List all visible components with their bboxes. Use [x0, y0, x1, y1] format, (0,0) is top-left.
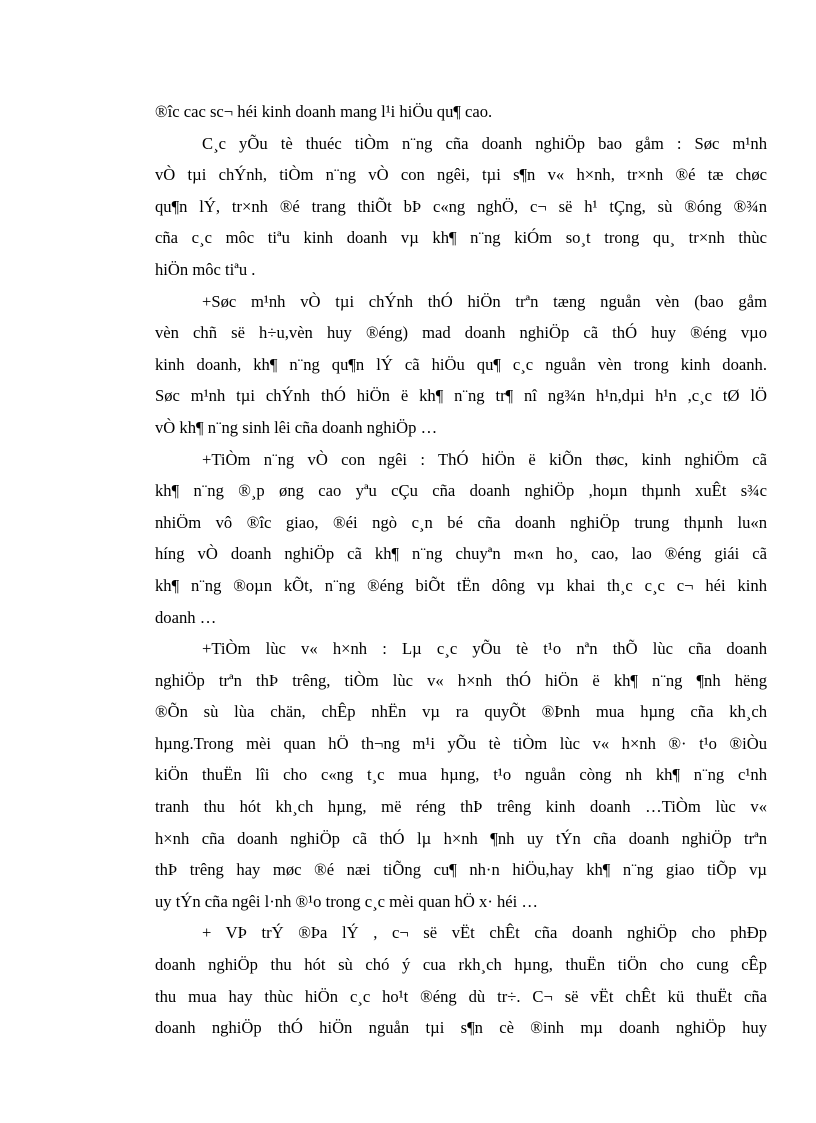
paragraph-line: hiÖn môc tiªu .	[155, 259, 256, 279]
paragraph-line: thu mua hay thùc hiÖn c¸c ho¹t ®éng dù tr÷. C¬ së vËt chÊt kü thuËt cña	[155, 986, 767, 1006]
paragraph-line: qu¶n lÝ, tr×nh ®é trang thiÕt bÞ c«ng nghÖ, c¬ së h¹ tÇng, sù ®óng ®¾n	[155, 196, 767, 216]
paragraph-line: doanh nghiÖp thÓ hiÖn nguån tµi s¶n cè ®inh mµ doanh nghiÖp huy	[155, 1018, 767, 1038]
paragraph-line: ®Õn sù lùa chän, chÊp nhËn vµ ra quyÕt ®Þnh mua hµng cña kh¸ch	[155, 702, 767, 722]
paragraph-line: kiÖn thuËn lîi cho c«ng t¸c mua hµng, t¹o nguån còng nh kh¶ n¨ng c¹nh	[155, 765, 767, 785]
paragraph-line: uy tÝn cña ngêi l·nh ®¹o trong c¸c mèi quan hÖ x· héi …	[155, 891, 539, 911]
paragraph-line: +TiÒm lùc v« h×nh : Lµ c¸c yÕu tè t¹o nªn thÕ lùc cña doanh	[202, 639, 767, 659]
paragraph-line: híng vÒ doanh nghiÖp cã kh¶ n¨ng chuyªn m«n ho¸ cao, lao ®éng giái cã	[155, 544, 767, 564]
paragraph-line: nhiÖm vô ®îc giao, ®éi ngò c¸n bé cña doanh nghiÖp trung thµnh lu«n	[155, 512, 767, 532]
document-body	[155, 96, 767, 1044]
paragraph-line: ®îc cac sc¬ héi kinh doanh mang l¹i hiÖu qu¶ cao.	[155, 102, 493, 121]
paragraph-line: h×nh cña doanh nghiÖp cã thÓ lµ h×nh ¶nh uy tÝn cña doanh nghiÖp trªn	[155, 828, 767, 848]
paragraph-line: Søc m¹nh tµi chÝnh thÓ hiÖn ë kh¶ n¨ng tr¶ nî ng¾n h¹n,dµi h¹n ,c¸c tØ lÖ	[155, 386, 767, 406]
paragraph-line: +TiÒm n¨ng vÒ con ngêi : ThÓ hiÖn ë kiÕn thøc, kinh nghiÖm cã	[202, 449, 767, 469]
paragraph-line: +Søc m¹nh vÒ tµi chÝnh thÓ hiÖn trªn tæng nguån vèn (bao gåm	[202, 291, 767, 311]
paragraph-line: C¸c yÕu tè thuéc tiÒm n¨ng cña doanh nghiÖp bao gåm : Søc m¹nh	[202, 133, 767, 153]
paragraph-line: kinh doanh, kh¶ n¨ng qu¶n lÝ cã hiÖu qu¶ c¸c nguån vèn trong kinh doanh.	[155, 354, 767, 374]
paragraph-line: tranh thu hót kh¸ch hµng, më réng thÞ trêng kinh doanh …TiÒm lùc v«	[155, 797, 767, 817]
paragraph-line: hµng.Trong mèi quan hÖ th¬ng m¹i yÕu tè tiÒm lùc v« h×nh ®· t¹o ®iÒu	[155, 733, 767, 753]
paragraph-line: doanh nghiÖp thu hót sù chó ý cua rkh¸ch hµng, thuËn tiÖn cho cung cÊp	[155, 955, 767, 975]
paragraph-line: kh¶ n¨ng ®oµn kÕt, n¨ng ®éng biÕt tËn dông vµ khai th¸c c¸c c¬ héi kinh	[155, 575, 767, 595]
paragraph-line: vÒ tµi chÝnh, tiÒm n¨ng vÒ con ngêi, tµi s¶n v« h×nh, tr×nh ®é tæ chøc	[155, 165, 767, 185]
paragraph-line: thÞ trêng hay møc ®é næi tiÕng cu¶ nh·n hiÖu,hay kh¶ n¨ng giao tiÕp vµ	[155, 860, 767, 880]
paragraph-line: kh¶ n¨ng ®¸p øng cao yªu cÇu cña doanh nghiÖp ,hoµn thµnh xuÊt s¾c	[155, 481, 767, 501]
paragraph-line: + VÞ trÝ ®Þa lÝ , c¬ së vËt chÊt cña doanh nghiÖp cho phÐp	[202, 923, 767, 943]
paragraph-line: vèn chñ së h÷u,vèn huy ®éng) mad doanh nghiÖp cã thÓ huy ®éng vµo	[155, 323, 767, 343]
paragraph-line: cña c¸c môc tiªu kinh doanh vµ kh¶ n¨ng kiÓm so¸t trong qu¸ tr×nh thùc	[155, 228, 767, 248]
paragraph-line: nghiÖp trªn thÞ trêng, tiÒm lùc v« h×nh thÓ hiÖn ë kh¶ n¨ng ¶nh hëng	[155, 670, 767, 690]
paragraph-line: doanh …	[155, 607, 217, 627]
paragraph-line: vÒ kh¶ n¨ng sinh lêi cña doanh nghiÖp …	[155, 417, 438, 437]
